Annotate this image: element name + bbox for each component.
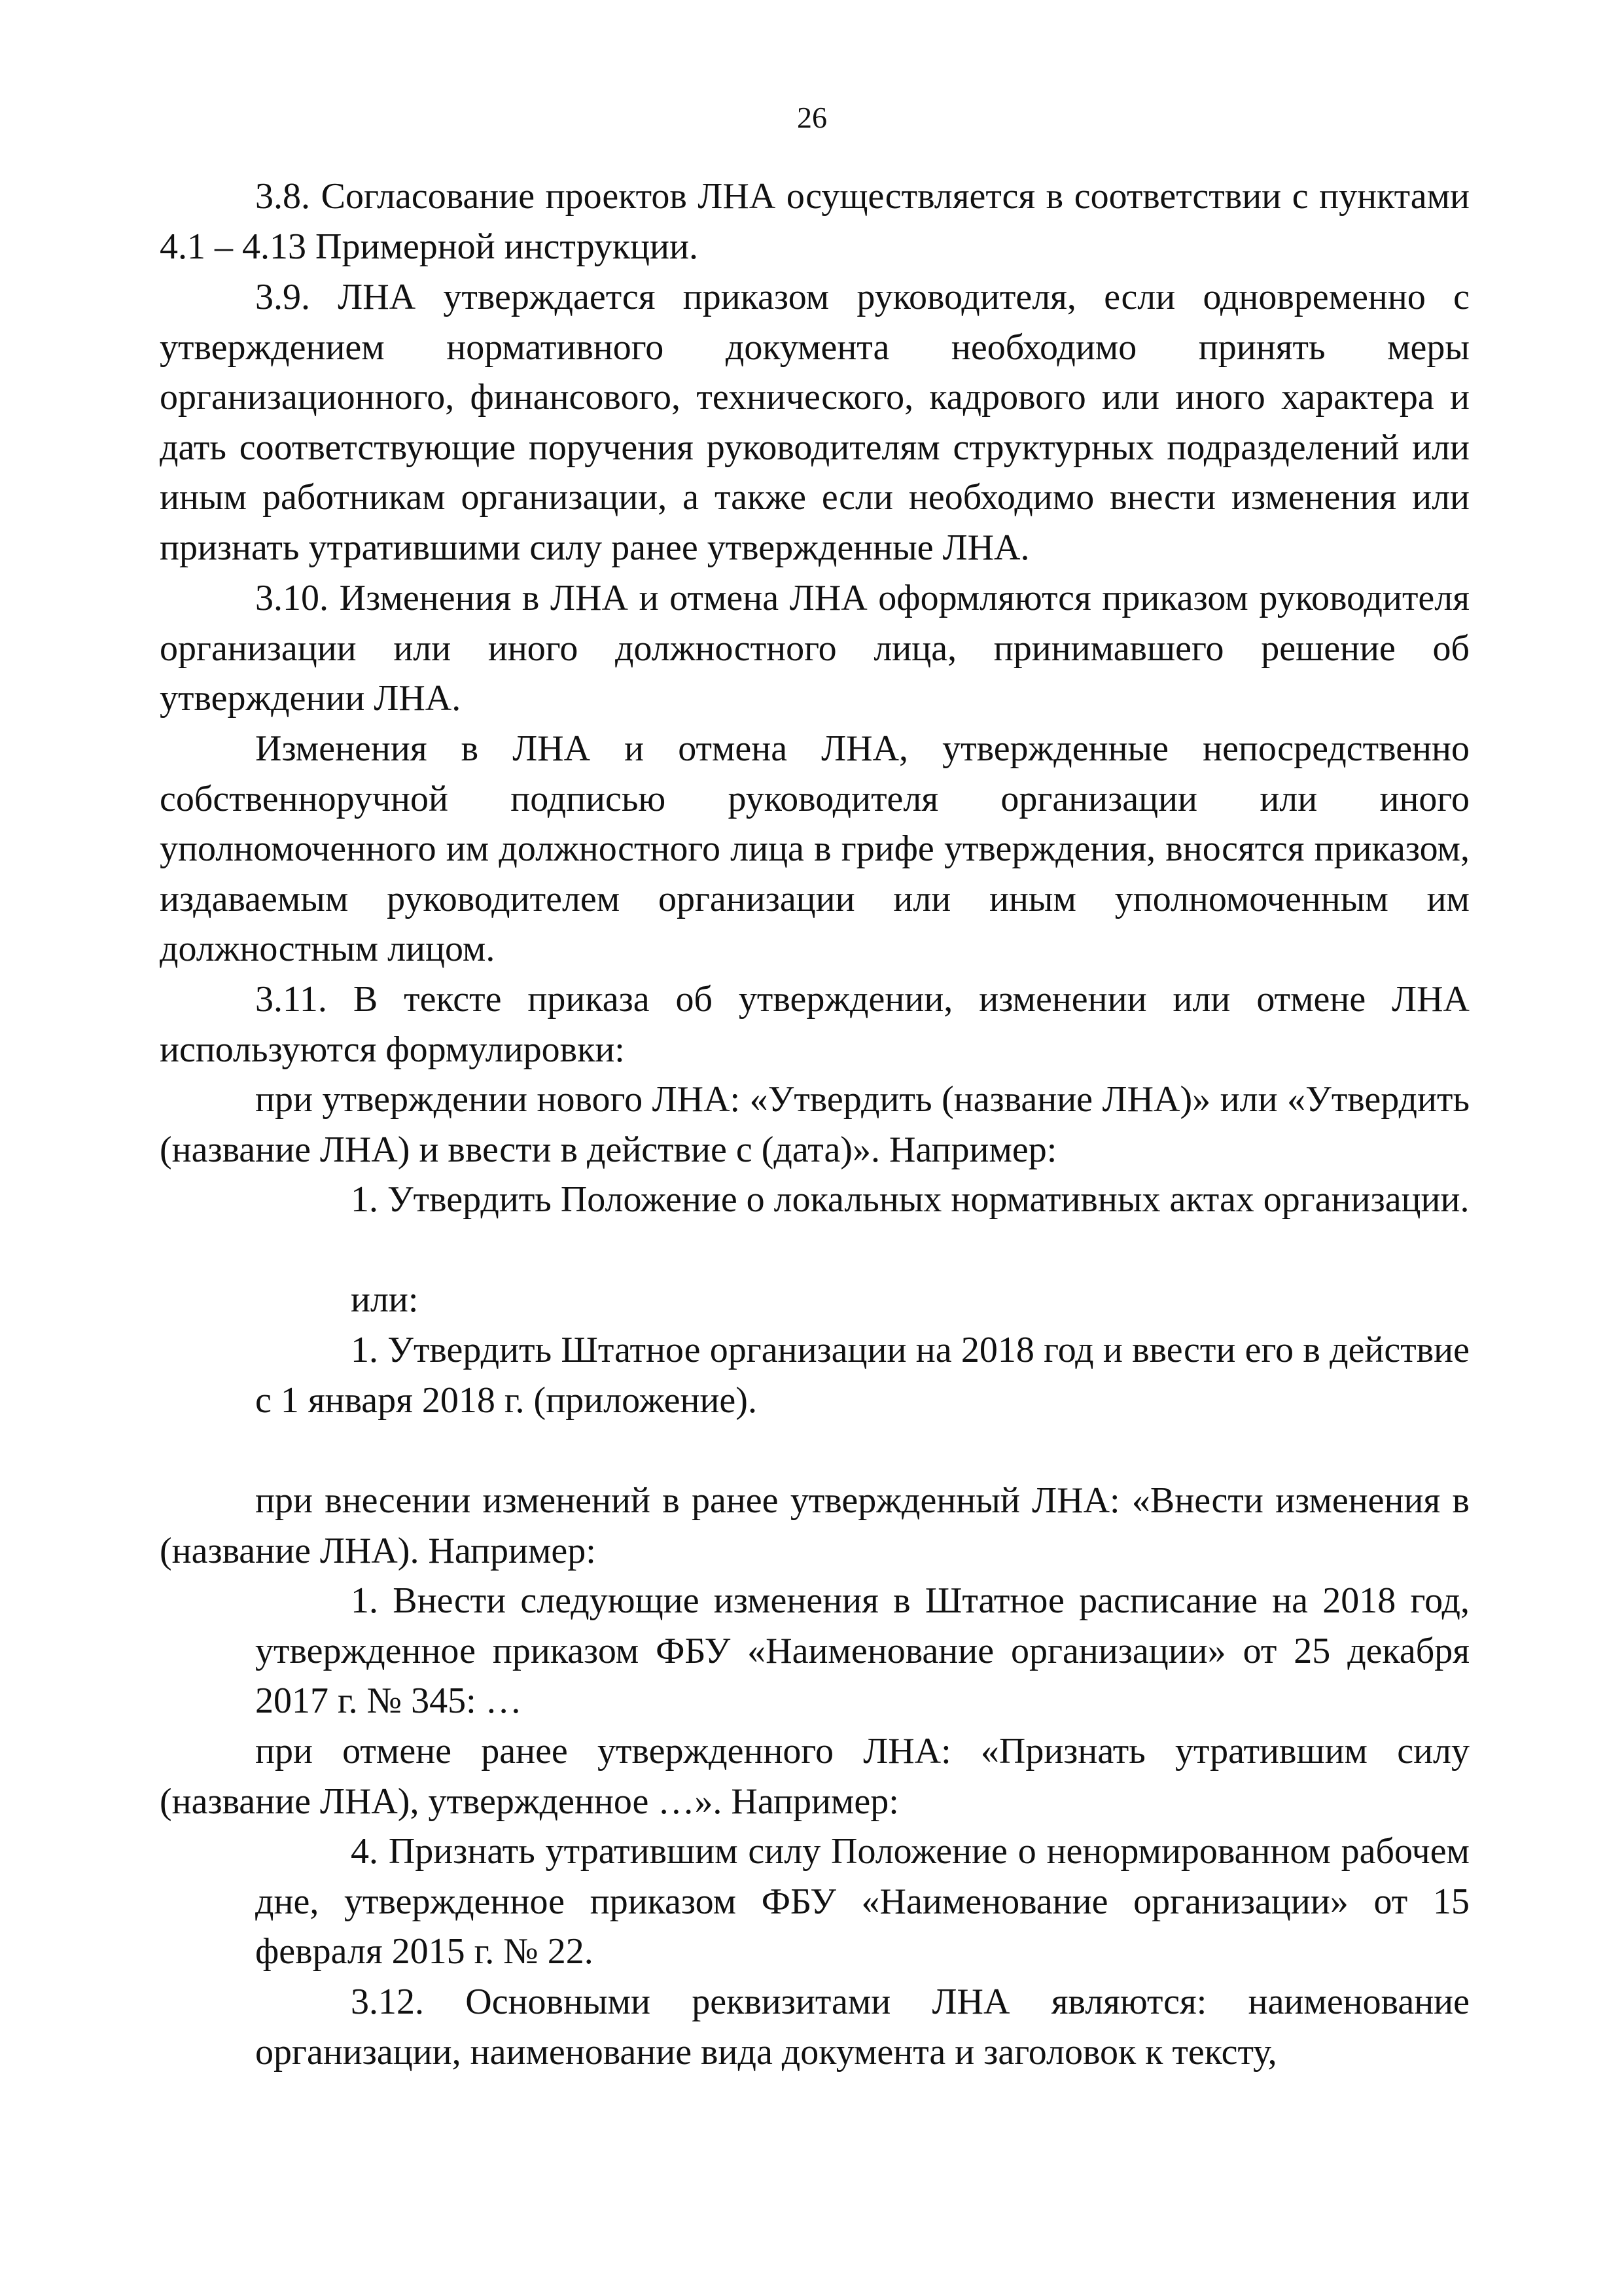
example-amend-staff: 1. Внести следующие изменения в Штатное расписание на 2018 год, утвержденное приказом ФБУ «Наименование организации» от 25 декабря 2017 г. № 345: … [255, 1580, 1470, 1721]
page-number: 26 [797, 101, 827, 134]
paragraph-new-lna: при утверждении нового ЛНА: «Утвердить (название ЛНА)» или «Утвердить (название ЛНА) и ввести в действие с (дата)». Например: [160, 1079, 1470, 1170]
example-approve-regulation: 1. Утвердить Положение о локальных нормативных актах организации. [351, 1179, 1470, 1220]
paragraph-changes-signature: Изменения в ЛНА и отмена ЛНА, утвержденные непосредственно собственноручной подписью руководителя организации или иного уполномоченного им должностного лица в грифе утверждения, вносятся приказом, издаваемым руководителем организации или иным уполномоченным им должностным лицом. [160, 728, 1470, 969]
paragraph-3-8: 3.8. Согласование проектов ЛНА осуществляется в соответствии с пунктами 4.1 – 4.13 Примерной инструкции. [160, 176, 1470, 267]
paragraph-3-10: 3.10. Изменения в ЛНА и отмена ЛНА оформляются приказом руководителя организации или иного должностного лица, принимавшего решение об утверждении ЛНА. [160, 578, 1470, 719]
paragraph-3-9: 3.9. ЛНА утверждается приказом руководителя, если одновременно с утверждением нормативного документа необходимо принять меры организационного, финансового, технического, кадрового или иного характера и дать соответствующие поручения руководителям структурных подразделений или иным работникам организации, а также если необходимо внести изменения или признать утратившими силу ранее утвержденные ЛНА. [160, 277, 1470, 568]
example-revoke-regulation: 4. Признать утратившим силу Положение о ненормированном рабочем дне, утвержденное приказом ФБУ «Наименование организации» от 15 февраля 2015 г. № 22. [255, 1831, 1470, 1972]
paragraph-revoke-lna: при отмене ранее утвержденного ЛНА: «Признать утратившим силу (название ЛНА), утвержденное …». Например: [160, 1731, 1470, 1822]
example-approve-staff: 1. Утвердить Штатное организации на 2018 год и ввести его в действие с 1 января 2018 г. (приложение). [255, 1330, 1470, 1421]
paragraph-amend-lna: при внесении изменений в ранее утвержденный ЛНА: «Внести изменения в (название ЛНА). Например: [160, 1480, 1470, 1571]
paragraph-3-12: 3.12. Основными реквизитами ЛНА являются: наименование организации, наименование вида документа и заголовок к тексту, [255, 1982, 1470, 2073]
paragraph-3-11: 3.11. В тексте приказа об утверждении, изменении или отмене ЛНА используются формулировки: [160, 979, 1470, 1070]
example-or: или: [351, 1279, 419, 1320]
